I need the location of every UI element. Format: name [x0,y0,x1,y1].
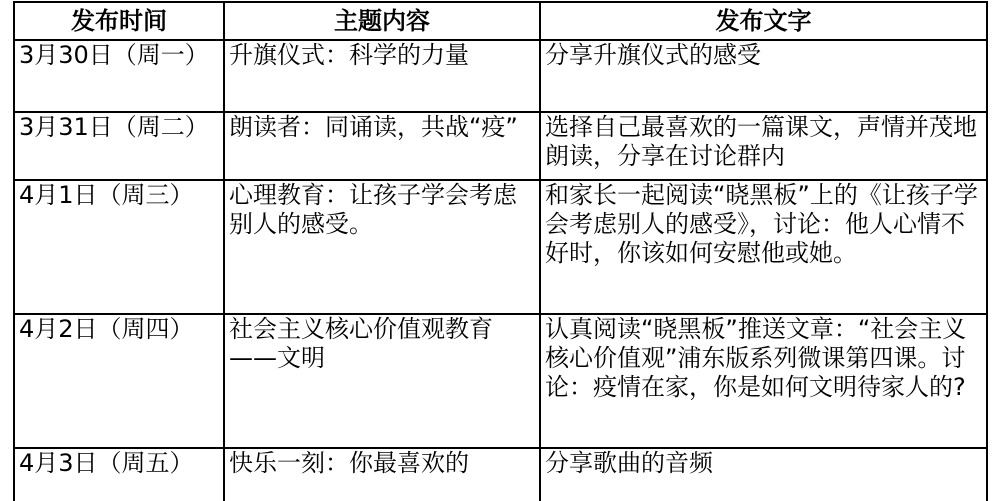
schedule-table [13,1,988,501]
cell-text: 选择自己最喜欢的一篇课文，声情并茂地朗读，分享在讨论群内 [540,112,987,180]
header-publish-text: 发布文字 [540,2,987,40]
cell-theme: 心理教育：让孩子学会考虑别人的感受。 [224,180,540,314]
header-publish-time: 发布时间 [14,2,224,40]
table-row [14,112,987,180]
table-row [14,448,987,501]
cell-theme: 升旗仪式：科学的力量 [224,40,540,112]
cell-theme: 朗读者：同诵读，共战“疫” [224,112,540,180]
cell-text: 和家长一起阅读“晓黑板”上的《让孩子学会考虑别人的感受》，讨论：他人心情不好时，你该如何安慰他或她。 [540,180,987,314]
cell-date: 4月3日（周五） [14,448,224,501]
table-row [14,40,987,112]
cell-date: 4月1日（周三） [14,180,224,314]
cell-date: 4月2日（周四） [14,314,224,448]
cell-date: 3月30日（周一） [14,40,224,112]
header-theme-content: 主题内容 [224,2,540,40]
cell-text: 认真阅读“晓黑板”推送文章：“社会主义核心价值观”浦东版系列微课第四课。讨论：疫情在家，你是如何文明待家人的? [540,314,987,448]
table-row [14,180,987,314]
table-row [14,314,987,448]
cell-text: 分享歌曲的音频 [540,448,987,501]
cell-text: 分享升旗仪式的感受 [540,40,987,112]
cell-theme: 社会主义核心价值观教育——文明 [224,314,540,448]
cell-date: 3月31日（周二） [14,112,224,180]
table-header-row [14,2,987,40]
cell-theme: 快乐一刻：你最喜欢的 [224,448,540,501]
